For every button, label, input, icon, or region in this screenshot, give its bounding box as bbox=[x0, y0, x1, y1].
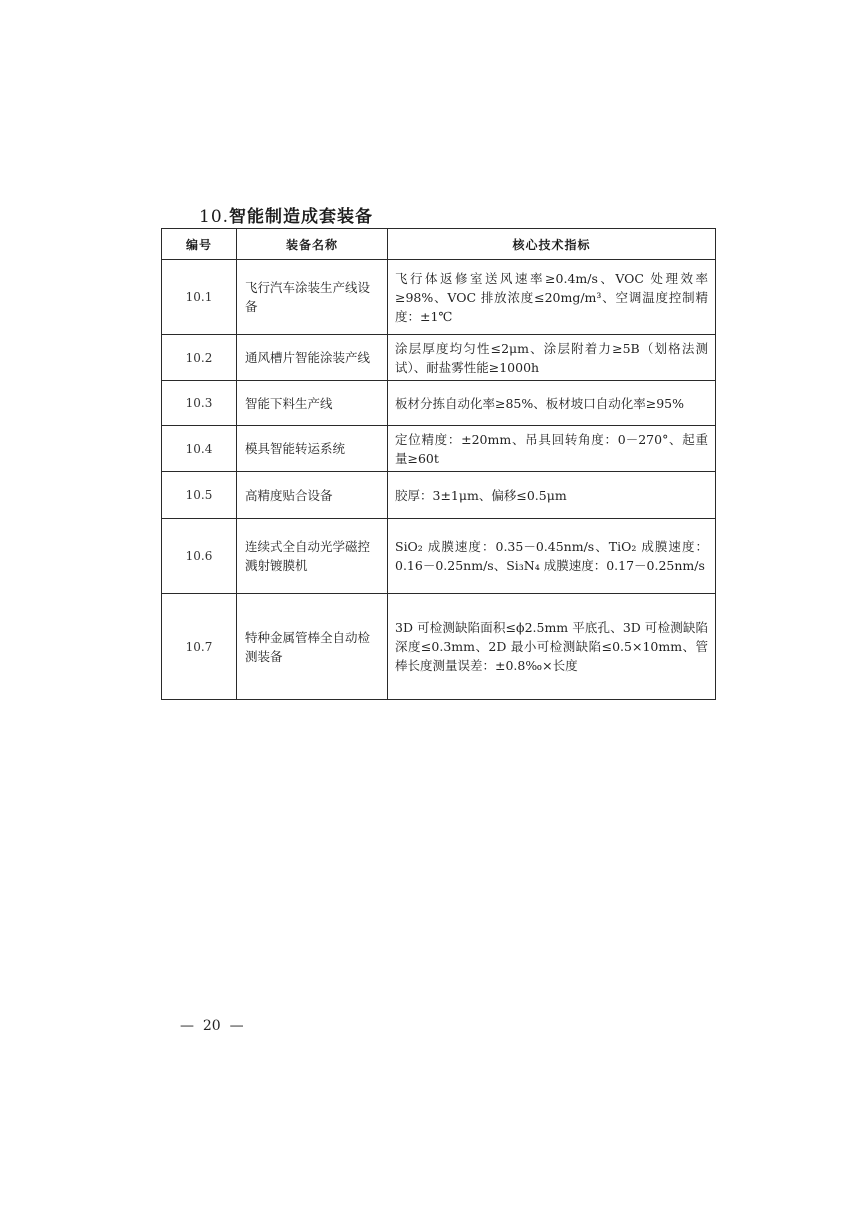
row-name: 特种金属管棒全自动检测装备 bbox=[237, 594, 388, 700]
section-title-text: 智能制造成套装备 bbox=[229, 207, 374, 227]
row-spec: 定位精度：±20mm、吊具回转角度：0－270°、起重量≥60t bbox=[388, 426, 716, 472]
row-number: 10.7 bbox=[162, 594, 237, 700]
table-row bbox=[162, 381, 716, 426]
row-number: 10.6 bbox=[162, 519, 237, 594]
equipment-spec-table bbox=[161, 228, 716, 700]
table-row bbox=[162, 472, 716, 519]
table-row bbox=[162, 260, 716, 335]
row-name: 飞行汽车涂装生产线设备 bbox=[237, 260, 388, 335]
row-name: 通风槽片智能涂装产线 bbox=[237, 335, 388, 381]
row-name: 高精度贴合设备 bbox=[237, 472, 388, 519]
row-number: 10.3 bbox=[162, 381, 237, 426]
header-number: 编号 bbox=[162, 229, 237, 260]
table-row bbox=[162, 335, 716, 381]
section-title bbox=[199, 202, 373, 227]
table-row bbox=[162, 519, 716, 594]
row-spec: 涂层厚度均匀性≤2μm、涂层附着力≥5B（划格法测试）、耐盐雾性能≥1000h bbox=[388, 335, 716, 381]
row-number: 10.4 bbox=[162, 426, 237, 472]
row-number: 10.2 bbox=[162, 335, 237, 381]
row-spec: 板材分拣自动化率≥85%、板材坡口自动化率≥95% bbox=[388, 381, 716, 426]
row-name: 模具智能转运系统 bbox=[237, 426, 388, 472]
header-spec: 核心技术指标 bbox=[388, 229, 716, 260]
header-name: 装备名称 bbox=[237, 229, 388, 260]
table-header-row bbox=[162, 229, 716, 260]
row-spec: 3D 可检测缺陷面积≤ϕ2.5mm 平底孔、3D 可检测缺陷深度≤0.3mm、2D 最小可检测缺陷≤0.5×10mm、管棒长度测量误差：±0.8‰×长度 bbox=[388, 594, 716, 700]
section-number: 10. bbox=[199, 207, 230, 227]
row-spec: SiO₂ 成膜速度：0.35－0.45nm/s、TiO₂ 成膜速度：0.16－0.25nm/s、Si₃N₄ 成膜速度：0.17－0.25nm/s bbox=[388, 519, 716, 594]
row-number: 10.5 bbox=[162, 472, 237, 519]
row-spec: 胶厚：3±1μm、偏移≤0.5μm bbox=[388, 472, 716, 519]
page-number: — 20 — bbox=[180, 1018, 244, 1034]
row-number: 10.1 bbox=[162, 260, 237, 335]
row-spec: 飞行体返修室送风速率≥0.4m/s、VOC 处理效率≥98%、VOC 排放浓度≤20mg/m³、空调温度控制精度：±1℃ bbox=[388, 260, 716, 335]
table-row bbox=[162, 594, 716, 700]
row-name: 智能下料生产线 bbox=[237, 381, 388, 426]
table-row bbox=[162, 426, 716, 472]
row-name: 连续式全自动光学磁控溅射镀膜机 bbox=[237, 519, 388, 594]
